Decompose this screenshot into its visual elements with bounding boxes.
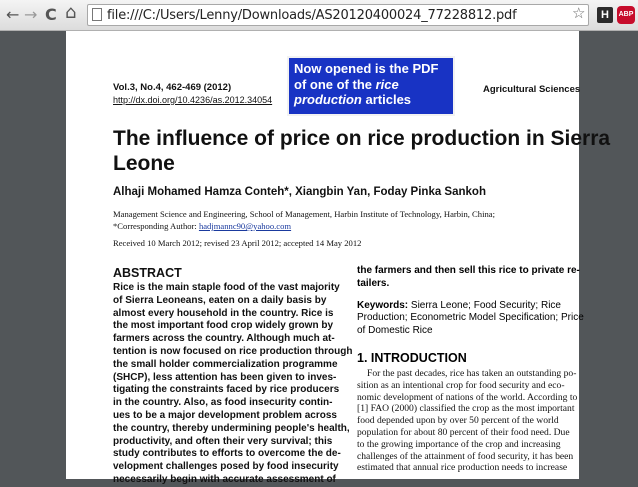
intro-line: food depended upon by over 50 percent of the world [357, 415, 559, 427]
corresponding-author [113, 221, 291, 231]
callout-text: of one of the [294, 76, 376, 92]
abstract-body [113, 282, 353, 487]
callout-line-2 [294, 77, 448, 93]
reload-icon[interactable]: C [45, 5, 57, 24]
back-arrow-icon[interactable]: ← [6, 5, 20, 24]
intro-line: nomic development of nations of the world. According to [357, 391, 578, 403]
abstract-line: tigating the constraints faced by rice producers [113, 384, 340, 396]
intro-line: to the growing importance of the crop and increasing [357, 438, 561, 450]
journal-volume: Vol.3, No.4, 462-469 (2012) [113, 82, 232, 93]
abstract-line: (SHCP), less attention has been given to inves- [113, 371, 337, 383]
callout-emphasis: production [294, 92, 362, 107]
intro-line: population for about 80 percent of their food need. Due [357, 426, 570, 438]
abstract-heading: ABSTRACT [113, 266, 182, 280]
abstract-line: the small holder commercialization programme [113, 358, 338, 370]
keywords-line [357, 300, 572, 313]
abstract-line: necessarily begin with accurate assessment of [113, 473, 336, 485]
abstract-line: farmers across the country. Although much at- [113, 333, 335, 345]
intro-line: estimated that annual rice production needs to increase [357, 462, 568, 474]
bookmark-star-icon[interactable]: ☆ [572, 4, 586, 22]
callout-line-1: Now opened is the PDF [294, 61, 439, 76]
keywords-label: Keywords: [357, 299, 409, 311]
abstract-line: ues to be a major development problem across [113, 409, 337, 421]
abstract-line: Rice is the main staple food of the vast majority [113, 282, 340, 293]
corresponding-email-link[interactable]: hadjmannc90@yahoo.com [198, 221, 292, 231]
intro-line: sition as an intentional crop for food security and eco- [357, 379, 565, 391]
doi-link[interactable]: http://dx.doi.org/10.4236/as.2012.34054 [113, 95, 273, 105]
abstract-line: tention is now focused on rice production through [113, 345, 353, 357]
abstract-line: the most important food crop widely grown by [113, 320, 334, 332]
annotation-callout [287, 56, 455, 116]
author-affiliation: Management Science and Engineering, School of Management, Harbin Institute of Technology, Harbin, China; [113, 209, 495, 219]
keywords-text: Sierra Leone; Food Security; Rice [408, 299, 561, 311]
keywords-line: Production; Econometric Model Specification; Price [357, 312, 584, 324]
corresponding-label: *Corresponding Author: [113, 221, 199, 231]
intro-line: challenges of the attainment of food security, it has been [357, 450, 574, 462]
paper-title-line-2: Leone [113, 152, 175, 175]
abstract-line: productivity, and often their very survival; this [113, 435, 333, 447]
callout-emphasis: rice [375, 76, 399, 92]
introduction-body [357, 368, 578, 474]
received-dates: Received 10 March 2012; revised 23 April 2012; accepted 14 May 2012 [113, 238, 362, 248]
abstract-line: the country, thereby undermining people's health, [113, 422, 350, 434]
callout-text: articles [361, 92, 412, 107]
abstract-line: study contributes to efforts to overcome the de- [113, 448, 341, 460]
introduction-heading: 1. INTRODUCTION [357, 351, 467, 365]
browser-toolbar [0, 0, 638, 31]
page-icon [92, 8, 102, 21]
address-bar[interactable] [87, 4, 589, 26]
abstract-line: the farmers and then sell this rice to private re- [357, 265, 580, 276]
forward-arrow-icon[interactable]: → [24, 5, 38, 24]
abstract-line: in the country. Also, as food insecurity contin- [113, 397, 333, 409]
journal-name: Agricultural Sciences [483, 84, 581, 95]
abstract-line: tailers. [357, 277, 390, 289]
address-url[interactable]: file:///C:/Users/Lenny/Downloads/AS20120400024_77228812.pdf [107, 8, 517, 23]
adblock-plus-icon[interactable]: ABP [617, 6, 635, 24]
intro-line: For the past decades, rice has taken an outstanding po- [367, 368, 577, 379]
callout-line-3 [294, 92, 448, 108]
paper-authors: Alhaji Mohamed Hamza Conteh*, Xiangbin Yan, Foday Pinka Sankoh [113, 186, 486, 198]
abstract-line: velopment challenges posed by food insecurity [113, 461, 339, 473]
paper-title-line-1: The influence of price on rice production in Sierra [113, 127, 611, 150]
abstract-line: almost every household in the country. Rice is [113, 307, 334, 319]
intro-line: [1] FAO (2000) classified the crop as the most important [357, 403, 575, 415]
abstract-continuation [357, 265, 584, 338]
keywords-line: of Domestic Rice [357, 325, 433, 337]
extension-h-icon[interactable]: H [597, 7, 613, 23]
home-icon[interactable]: ⌂ [65, 2, 77, 23]
abstract-line: of Sierra Leoneans, eaten on a daily basis by [113, 294, 327, 306]
